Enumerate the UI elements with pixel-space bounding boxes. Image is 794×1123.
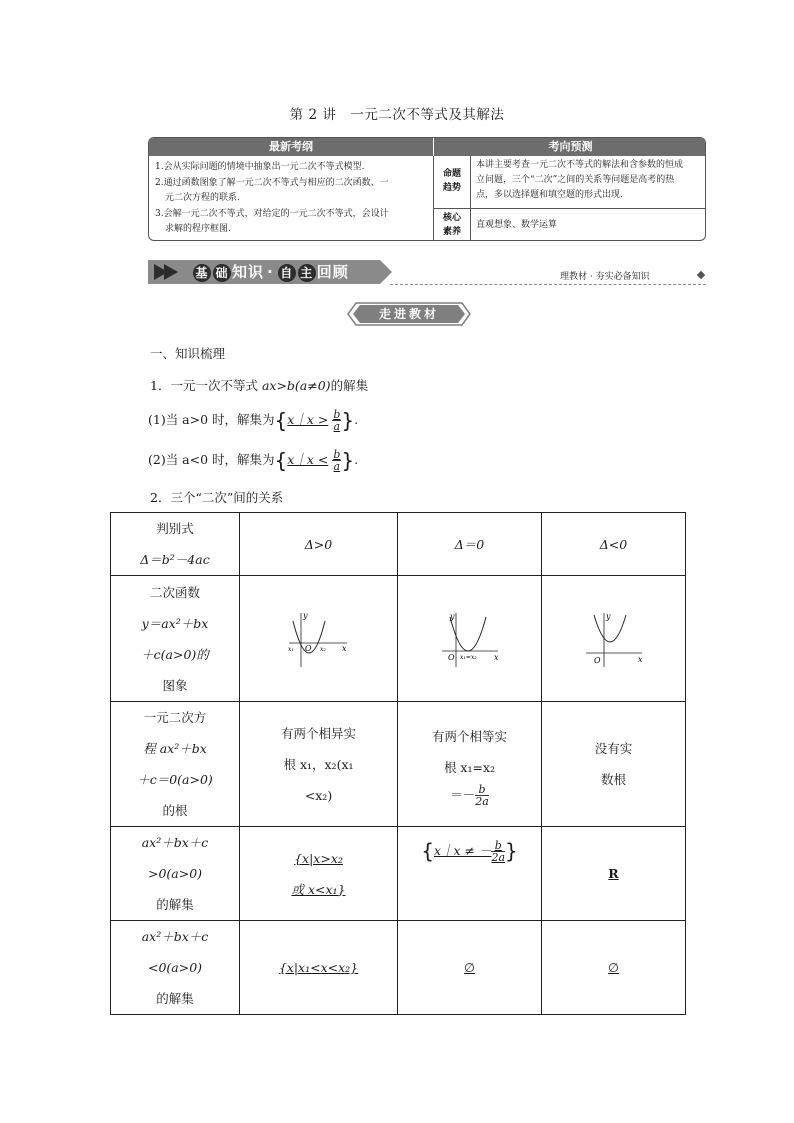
table-cell: ax²＋bx＋c >0(a>0) 的解集 [111, 827, 240, 921]
syllabus-items [155, 160, 429, 238]
point1-case1: (1)当 a>0 时，解集为{x｜x > $\frac{b}{a}$}. [148, 408, 359, 433]
parabola-no-root-graph [582, 609, 646, 669]
trend-text: 本讲主要考查一元二次不等式的解法和含参数的恒成 立问题，三个“二次”之间的关系等问题是高考的热 点，多以选择题和填空题的形式出现. [476, 160, 684, 200]
table-cell: {x｜x ≠ － $\frac{b}{2a}$} [398, 827, 542, 921]
table-cell: Δ<0 [542, 513, 686, 576]
table-cell: ∅ [398, 921, 542, 1015]
banner-rule [390, 284, 706, 286]
table-cell: Δ>0 [240, 513, 398, 576]
parabola-two-roots-graph [287, 609, 351, 669]
table-cell: 没有实 数根 [542, 702, 686, 827]
syllabus-header-left: 最新考纲 [149, 138, 433, 156]
relation-table [110, 512, 686, 1015]
trend-tag: 命题 趋势 [442, 169, 461, 193]
syllabus-item: 3.会解一元二次不等式，对给定的一元二次不等式，会设计 [155, 208, 389, 219]
syllabus-header-right: 考向预测 [434, 138, 706, 156]
svg-text:O: O [447, 652, 455, 662]
parabola-one-root-graph [438, 609, 502, 669]
divider [470, 156, 471, 241]
point1-heading: 1．一元一次不等式 ax>b(a≠0)的解集 [150, 378, 369, 393]
sub-banner-title: 走进教材 [378, 307, 439, 321]
page-title: 第 2 讲 一元二次不等式及其解法 [289, 107, 505, 123]
table-cell: ∅ [542, 921, 686, 1015]
point2-heading: 2．三个“二次”间的关系 [150, 490, 284, 505]
svg-text:x₂: x₂ [319, 645, 326, 653]
divider [433, 156, 434, 241]
table-row [111, 576, 686, 702]
syllabus-item: 2.通过函数图象了解一元二次不等式与相应的二次函数、一 [155, 177, 389, 188]
table-cell: 判别式 Δ＝b²－4ac [111, 513, 240, 576]
section-heading: 一、知识梳理 [150, 346, 226, 361]
banner-title: 基 础 知识 · 自 主 回顾 [192, 260, 349, 284]
table-cell [542, 576, 686, 702]
table-cell: {x|x>x₂ 或 x<x₁} [240, 827, 398, 921]
svg-text:x: x [637, 654, 643, 664]
svg-text:x₁=x₂: x₁=x₂ [459, 653, 477, 661]
banner-subtitle: 理教材 · 夯实必备知识 [560, 272, 650, 282]
divider [433, 208, 706, 209]
table-cell [240, 576, 398, 702]
syllabus-item: 求解的程序框图. [165, 224, 231, 234]
point1-case2: (2)当 a<0 时，解集为{x｜x < $\frac{b}{a}$}. [148, 448, 359, 473]
svg-text:x: x [493, 652, 499, 662]
syllabus-box [148, 137, 706, 241]
svg-text:x₁: x₁ [287, 645, 294, 653]
table-cell: Δ＝0 [398, 513, 542, 576]
svg-text:y: y [449, 611, 455, 621]
syllabus-item: 元二次方程的联系. [165, 193, 240, 203]
table-cell: ax²＋bx＋c <0(a>0) 的解集 [111, 921, 240, 1015]
svg-text:O: O [593, 655, 601, 665]
table-cell: R [542, 827, 686, 921]
svg-text:y: y [605, 611, 611, 621]
svg-text:x: x [341, 643, 347, 653]
table-cell: 有两个相异实 根 x₁，x₂(x₁ <x₂) [240, 702, 398, 827]
table-cell: {x|x₁<x<x₂} [240, 921, 398, 1015]
table-row [111, 702, 686, 827]
table-cell [398, 576, 542, 702]
svg-text:O: O [304, 643, 312, 653]
table-row [111, 921, 686, 1015]
literacy-text: 直观想象、数学运算 [476, 220, 558, 230]
table-cell: 一元二次方 程 ax²＋bx ＋c＝0(a>0) 的根 [111, 702, 240, 827]
table-cell: 二次函数 y＝ax²＋bx ＋c(a>0)的 图象 [111, 576, 240, 702]
diamond-icon [697, 271, 705, 279]
svg-text:y: y [302, 610, 308, 620]
syllabus-item: 1.会从实际问题的情境中抽象出一元二次不等式模型. [155, 162, 365, 172]
table-cell: 有两个相等实 根 x₁=x₂ ＝－ $\frac{b}{2a}$ [398, 702, 542, 827]
table-row [111, 827, 686, 921]
table-row [111, 513, 686, 576]
literacy-tag: 核心 素养 [442, 213, 461, 237]
